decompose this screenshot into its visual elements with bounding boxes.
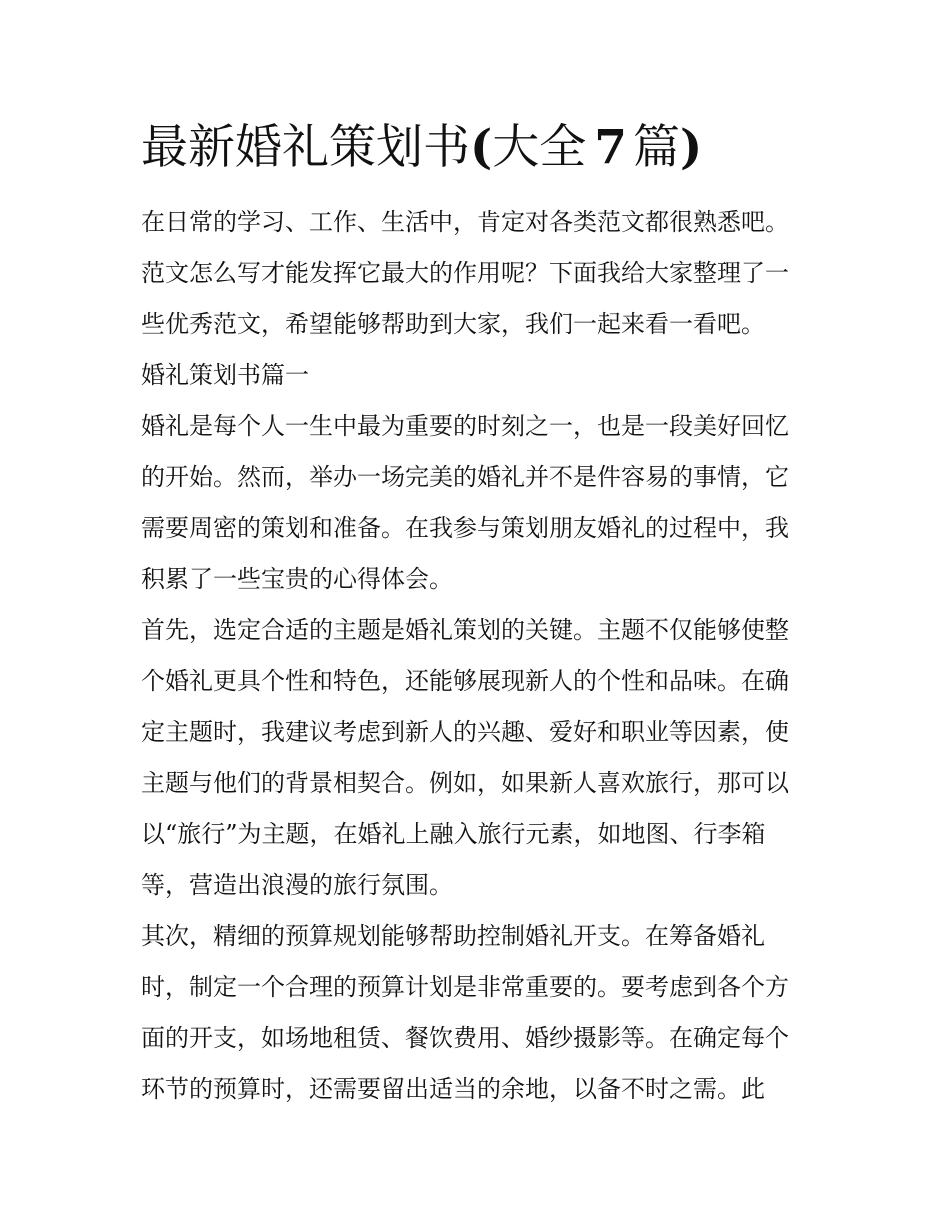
- text-line: 其次，精细的预算规划能够帮助控制婚礼开支。在筹备婚礼: [141, 922, 765, 950]
- title-main: 最新婚礼策划书: [141, 120, 470, 175]
- title-paren-close: ): [679, 120, 703, 175]
- text-line: 环节的预算时，还需要留出适当的余地，以备不时之需。此: [141, 1075, 765, 1103]
- page-title: [141, 118, 702, 178]
- text-line: 在日常的学习、工作、生活中，肯定对各类范文都很熟悉吧。: [141, 208, 789, 236]
- text-line: 以“旅行”为主题，在婚礼上融入旅行元素，如地图、行李箱: [141, 820, 766, 848]
- text-line: 首先，选定合适的主题是婚礼策划的关键。主题不仅能够使整: [141, 616, 789, 644]
- title-inner: 大全: [492, 120, 587, 175]
- text-line: 个婚礼更具个性和特色，还能够展现新人的个性和品味。在确: [141, 667, 789, 695]
- text-line: 范文怎么写才能发挥它最大的作用呢？下面我给大家整理了一: [141, 259, 789, 287]
- text-line: 定主题时，我建议考虑到新人的兴趣、爱好和职业等因素，使: [141, 718, 789, 746]
- title-paren-open: (: [470, 120, 493, 175]
- text-line: 主题与他们的背景相契合。例如，如果新人喜欢旅行，那可以: [141, 769, 789, 797]
- text-line: 需要周密的策划和准备。在我参与策划朋友婚礼的过程中，我: [141, 514, 789, 542]
- text-line: 积累了一些宝贵的心得体会。: [141, 565, 453, 593]
- section-heading: 婚礼策划书篇一: [141, 361, 309, 389]
- title-suffix: 篇: [632, 120, 680, 175]
- text-line: 的开始。然而，举办一场完美的婚礼并不是件容易的事情，它: [141, 463, 789, 491]
- text-line: 等，营造出浪漫的旅行氛围。: [141, 871, 453, 899]
- text-line: 婚礼是每个人一生中最为重要的时刻之一，也是一段美好回忆: [141, 412, 789, 440]
- text-line: 面的开支，如场地租赁、餐饮费用、婚纱摄影等。在确定每个: [141, 1024, 789, 1052]
- text-line: 时，制定一个合理的预算计划是非常重要的。要考虑到各个方: [141, 973, 789, 1001]
- title-number: 7: [594, 120, 627, 175]
- text-line: 些优秀范文，希望能够帮助到大家，我们一起来看一看吧。: [141, 310, 765, 338]
